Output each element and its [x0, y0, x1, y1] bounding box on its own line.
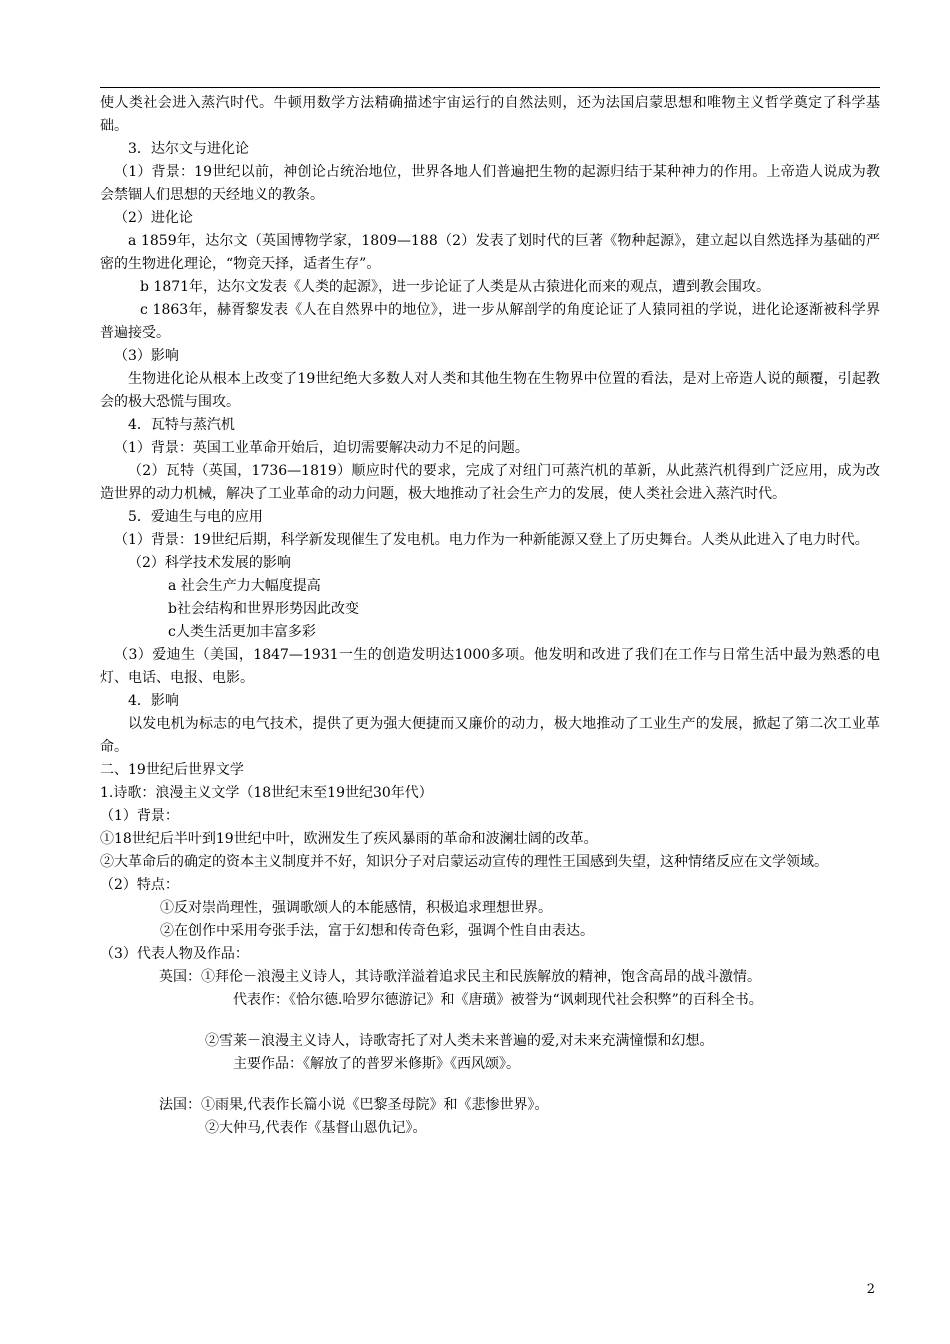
paragraph: ①18世纪后半叶到19世纪中叶，欧洲发生了疾风暴雨的革命和波澜壮阔的改革。 — [100, 831, 598, 847]
page-number: 2 — [866, 1282, 875, 1297]
list-item: ②在创作中采用夸张手法，富于幻想和传奇色彩，强调个性自由表达。 — [160, 923, 594, 939]
subheading: （3）影响 — [114, 348, 179, 364]
section-heading: 5．爱迪生与电的应用 — [128, 509, 263, 525]
list-item: ②大仲马,代表作《基督山恩仇记》。 — [205, 1120, 427, 1136]
paragraph: c 1863年，赫胥黎发表《人在自然界中的地位》，进一步从解剖学的角度论证了人猿同祖的学说，进化论逐渐被科学界普遍接受。 — [100, 302, 880, 341]
subheading: （2）科学技术发展的影响 — [128, 555, 291, 571]
header-rule — [100, 87, 880, 88]
paragraph: 生物进化论从根本上改变了19世纪绝大多数人对人类和其他生物在生物界中位置的看法，是对上帝造人说的颠覆，引起教会的极大恐慌与围攻。 — [100, 371, 880, 410]
subheading: （2）进化论 — [114, 210, 193, 226]
spacer — [100, 1076, 880, 1094]
paragraph: b 1871年，达尔文发表《人类的起源》，进一步论证了人类是从古猿进化而来的观点，遭到教会围攻。 — [140, 279, 771, 295]
spacer — [100, 1012, 880, 1030]
section-heading: 1.诗歌：浪漫主义文学（18世纪末至19世纪30年代） — [100, 785, 433, 801]
paragraph: （1）背景：英国工业革命开始后，迫切需要解决动力不足的问题。 — [114, 440, 529, 456]
section-heading: 3．达尔文与进化论 — [128, 141, 249, 157]
list-item: ①反对崇尚理性，强调歌颂人的本能感情，积极追求理想世界。 — [160, 900, 552, 916]
section-heading: 4．影响 — [128, 693, 179, 709]
subheading: （3）代表人物及作品： — [100, 946, 249, 962]
subheading: （2）特点： — [100, 877, 179, 893]
paragraph: a 1859年，达尔文（英国博物学家，1809—188（2）发表了划时代的巨著《物种起源》，建立起以自然选择为基础的严密的生物进化理论，“物竞天择，适者生存”。 — [100, 233, 880, 272]
list-item: 法国：①雨果,代表作长篇小说《巴黎圣母院》和《悲惨世界》。 — [159, 1097, 549, 1113]
list-item: 代表作：《恰尔德.哈罗尔德游记》和《唐璜》被誉为“讽刺现代社会积弊”的百科全书。 — [233, 992, 763, 1008]
subheading: （1）背景： — [100, 808, 179, 824]
chapter-heading: 二、19世纪后世界文学 — [100, 762, 244, 778]
paragraph: （1）背景：19世纪后期，科学新发现催生了发电机。电力作为一种新能源又登上了历史舞台。人类从此进入了电力时代。 — [114, 532, 869, 548]
section-heading: 4．瓦特与蒸汽机 — [128, 417, 235, 433]
list-item: 英国：①拜伦－浪漫主义诗人，其诗歌洋溢着追求民主和民族解放的精神，饱含高昂的战斗激情。 — [159, 969, 761, 985]
paragraph: 使人类社会进入蒸汽时代。牛顿用数学方法精确描述宇宙运行的自然法则，还为法国启蒙思想和唯物主义哲学奠定了科学基础。 — [100, 95, 880, 134]
list-item: 主要作品：《解放了的普罗米修斯》《西风颂》。 — [233, 1056, 520, 1072]
paragraph: （3）爱迪生（美国，1847—1931一生的创造发明达1000多项。他发明和改进了我们在工作与日常生活中最为熟悉的电灯、电话、电报、电影。 — [100, 647, 880, 686]
list-item: b社会结构和世界形势因此改变 — [168, 601, 359, 617]
list-item: a 社会生产力大幅度提高 — [168, 578, 321, 594]
paragraph: 以发电机为标志的电气技术，提供了更为强大便捷而又廉价的动力，极大地推动了工业生产的发展，掀起了第二次工业革命。 — [100, 716, 880, 755]
list-item: c人类生活更加丰富多彩 — [168, 624, 316, 640]
list-item: ②雪莱－浪漫主义诗人，诗歌寄托了对人类未来普遍的爱,对未来充满憧憬和幻想。 — [205, 1033, 714, 1049]
paragraph: （1）背景：19世纪以前，神创论占统治地位，世界各地人们普遍把生物的起源归结于某种神力的作用。上帝造人说成为教会禁锢人们思想的天经地义的教条。 — [100, 164, 880, 203]
paragraph: ②大革命后的确定的资本主义制度并不好，知识分子对启蒙运动宣传的理性王国感到失望，这种情绪反应在文学领域。 — [100, 854, 828, 870]
paragraph: （2）瓦特（英国，1736—1819）顺应时代的要求，完成了对纽门可蒸汽机的革新，从此蒸汽机得到广泛应用，成为改造世界的动力机械，解决了工业革命的动力问题，极大地推动了社会生产力的发展，使人类社会进入蒸汽时代。 — [100, 463, 880, 502]
document-body — [100, 92, 880, 1140]
